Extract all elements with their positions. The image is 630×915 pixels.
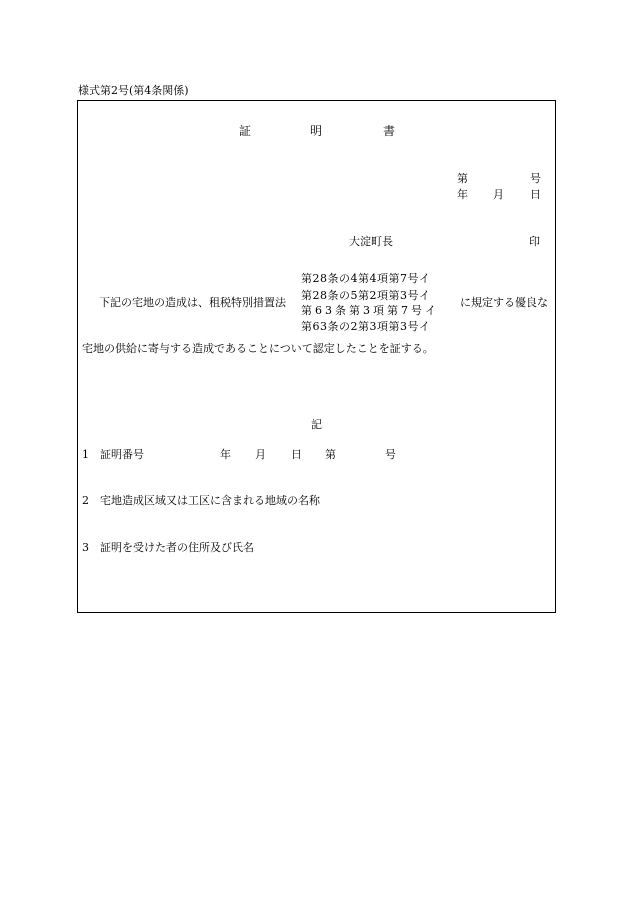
title-char-2: 明 — [310, 124, 323, 138]
title-char-3: 書 — [383, 124, 396, 138]
date-hi: 日 — [530, 188, 541, 201]
item-2-label: 宅地造成区域又は工区に含まれる地域の名称 — [100, 494, 320, 507]
item-2-number: 2 — [82, 494, 89, 507]
title-char-1: 証 — [239, 124, 252, 138]
item-1-go: 号 — [385, 448, 396, 461]
item-1-dai: 第 — [325, 448, 336, 461]
item-1-hi: 日 — [291, 448, 302, 461]
form-label: 様式第2号(第4条関係) — [78, 84, 189, 97]
item-1-tsuki: 月 — [255, 448, 266, 461]
item-3-number: 3 — [82, 541, 89, 554]
date-nen: 年 — [457, 188, 468, 201]
body-line-2: 宅地の供給に寄与する造成であることについて認定したことを証する。 — [82, 342, 434, 355]
body-intro: 下記の宅地の造成は、租税特別措置法 — [99, 296, 286, 309]
condition-1: 第28条の4第4項第7号イ — [301, 272, 431, 285]
date-tsuki: 月 — [493, 188, 504, 201]
item-1-label: 証明番号 — [100, 448, 144, 461]
body-suffix: に規定する優良な — [460, 296, 548, 309]
issuer-name: 大淀町長 — [349, 235, 393, 248]
number-dai: 第 — [457, 172, 468, 185]
condition-4: 第63条の2第3項第3号イ — [301, 320, 431, 333]
ki-heading: 記 — [311, 418, 322, 431]
item-1-nen: 年 — [220, 448, 231, 461]
condition-3: 第63条第3項第7号イ — [301, 304, 439, 317]
item-3-label: 証明を受けた者の住所及び氏名 — [100, 541, 254, 554]
condition-2: 第28条の5第2項第3号イ — [301, 289, 431, 302]
certificate-frame — [77, 100, 556, 613]
number-go: 号 — [530, 172, 541, 185]
issuer-seal: 印 — [529, 235, 540, 248]
item-1-number: 1 — [82, 448, 89, 461]
